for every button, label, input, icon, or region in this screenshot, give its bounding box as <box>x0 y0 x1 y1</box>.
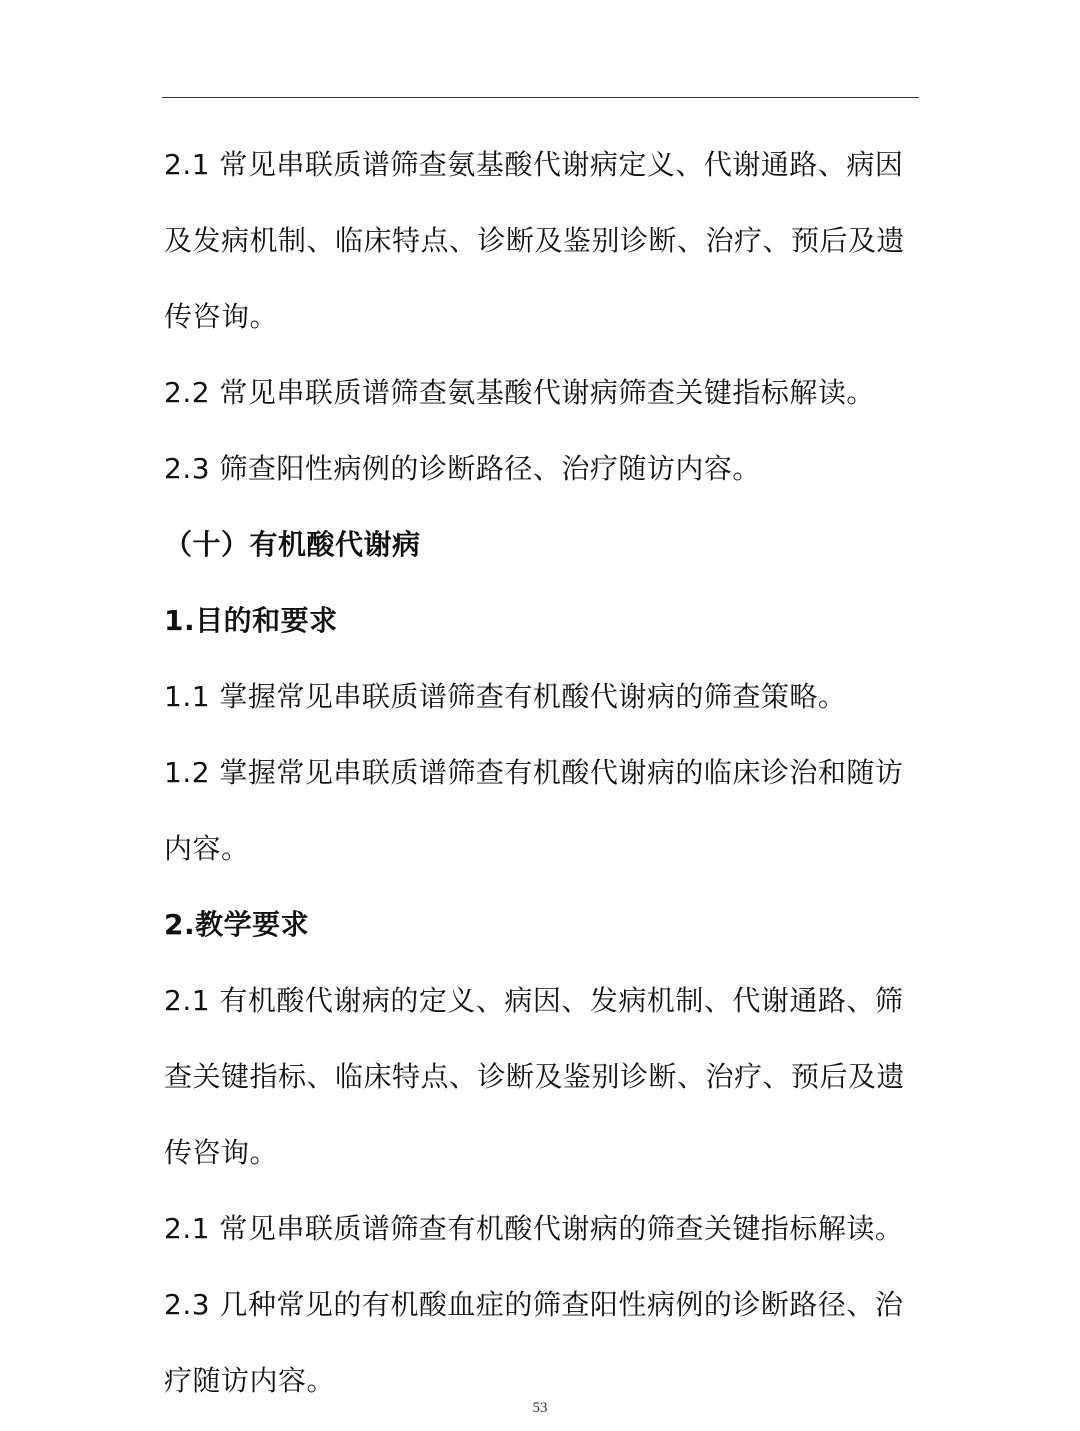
section-heading-organic-acid: （十）有机酸代谢病 <box>164 528 421 561</box>
text-line-4: 2.2 常见串联质谱筛查氨基酸代谢病筛查关键指标解读。 <box>164 376 875 409</box>
text-line-14: 传咨询。 <box>164 1136 279 1169</box>
text-line-9: 1.2 掌握常见串联质谱筛查有机酸代谢病的临床诊治和随访 <box>164 756 904 789</box>
text-line-16: 2.3 几种常见的有机酸血症的筛查阳性病例的诊断路径、治 <box>164 1288 904 1321</box>
text-line-15: 2.1 常见串联质谱筛查有机酸代谢病的筛查关键指标解读。 <box>164 1212 904 1245</box>
text-line-5: 2.3 筛查阳性病例的诊断路径、治疗随访内容。 <box>164 452 761 485</box>
text-line-12: 2.1 有机酸代谢病的定义、病因、发病机制、代谢通路、筛 <box>164 984 904 1017</box>
subheading-teaching: 2.教学要求 <box>164 908 310 941</box>
page-number: 53 <box>532 1400 548 1416</box>
document-body <box>164 127 924 1419</box>
text-line-2: 及发病机制、临床特点、诊断及鉴别诊断、治疗、预后及遗 <box>164 224 906 257</box>
header-rule <box>162 97 919 98</box>
subheading-objectives: 1.目的和要求 <box>164 604 338 637</box>
text-line-13: 查关键指标、临床特点、诊断及鉴别诊断、治疗、预后及遗 <box>164 1060 906 1093</box>
text-line-8: 1.1 掌握常见串联质谱筛查有机酸代谢病的筛查策略。 <box>164 680 847 713</box>
text-line-3: 传咨询。 <box>164 300 279 333</box>
text-line-1: 2.1 常见串联质谱筛查氨基酸代谢病定义、代谢通路、病因 <box>164 148 904 181</box>
text-line-10: 内容。 <box>164 832 250 865</box>
text-line-17: 疗随访内容。 <box>164 1364 336 1397</box>
